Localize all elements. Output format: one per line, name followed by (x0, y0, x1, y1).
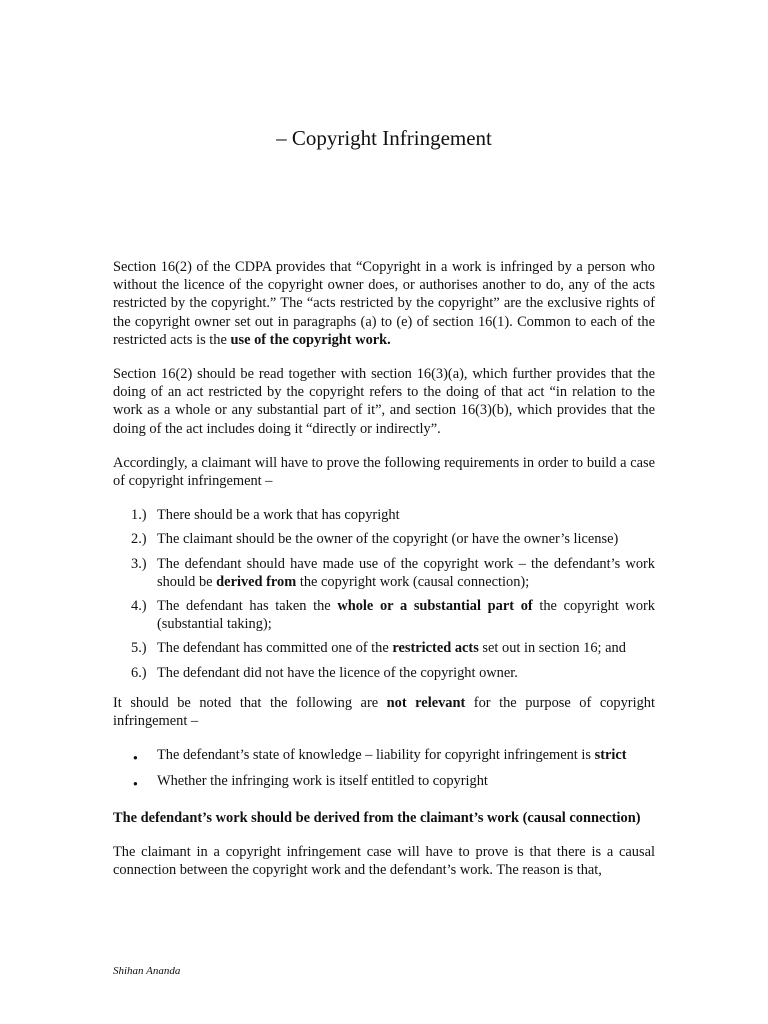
paragraph-text-end: for the purpose of copyright infringement – (113, 694, 655, 730)
paragraph-not-relevant-intro (113, 694, 655, 730)
list-bold-text: derived from (216, 573, 297, 590)
paragraph-bold-text: not relevant (386, 694, 466, 711)
list-bold-text: whole or a substantial part of (337, 598, 533, 615)
paragraph-bold-text: use of the copyright work. (230, 331, 391, 348)
requirements-list (113, 506, 655, 682)
list-text-end: set out in section 16; and (478, 640, 626, 657)
bullet-bold-text: strict (594, 747, 627, 764)
list-item (113, 664, 655, 682)
paragraph-text: Section 16(2) of the CDPA provides that “Copyright in a work is infringed by a person who without the licence of the copyright owner does, or authorises another to do, any of the acts restricted by the copyright.” The “acts restricted by the copyright” are the exclusive rights of the copyright owner set out in paragraphs (a) to (e) of section 16(1). Common to each of the restricted acts is the (113, 259, 655, 348)
list-text-end: the copyright work (causal connection); (296, 573, 530, 590)
paragraph-requirements-intro: Accordingly, a claimant will have to prove the following requirements in order to build a case of copyright infringement – (113, 454, 655, 490)
list-item (113, 639, 655, 657)
paragraph-text: It should be noted that the following are (113, 694, 387, 711)
list-item (113, 506, 655, 524)
list-number: 5.) (131, 640, 147, 657)
list-bold-text: restricted acts (392, 640, 479, 657)
list-number: 6.) (131, 664, 147, 681)
list-text: There should be a work that has copyright (157, 507, 400, 524)
list-text-end: the copyright work (substantial taking); (157, 598, 655, 633)
list-text: The defendant has taken the (157, 598, 338, 615)
section-heading: The defendant’s work should be derived from the claimant’s work (causal connection) (113, 809, 641, 826)
bullet-text: The defendant’s state of knowledge – liability for copyright infringement is (157, 747, 595, 764)
list-text: The defendant should have made use of the copyright work – the defendant’s work should be (157, 555, 655, 590)
footer-author: Shihan Ananda (113, 965, 181, 977)
paragraph-section-16-3: Section 16(2) should be read together with section 16(3)(a), which further provides that the doing of an act restricted by the copyright refers to the doing of that act “in relation to the work as a whole or any substantial part of it”, and section 16(3)(b), which provides that the doing of the act includes doing it “directly or indirectly”. (113, 366, 655, 437)
paragraph-section-16-2 (113, 258, 655, 349)
list-number: 1.) (131, 507, 147, 524)
page-title: – Copyright Infringement (276, 126, 492, 150)
list-number: 4.) (131, 598, 147, 615)
paragraph-causal-connection: The claimant in a copyright infringement case will have to prove is that there is a causal connection between the copyright work and the defendant’s work. The reason is that, (113, 843, 655, 879)
not-relevant-list (113, 746, 655, 790)
list-item (113, 530, 655, 548)
bullet-icon: ● (133, 753, 138, 763)
bullet-item (113, 746, 655, 764)
list-text: The claimant should be the owner of the copyright (or have the owner’s license) (157, 531, 619, 548)
list-item (113, 555, 655, 591)
bullet-text: Whether the infringing work is itself entitled to copyright (157, 773, 488, 790)
list-number: 2.) (131, 531, 147, 548)
list-number: 3.) (131, 555, 147, 572)
list-text: The defendant has committed one of the (157, 640, 393, 657)
document-body (113, 258, 655, 879)
list-text: The defendant did not have the licence of the copyright owner. (157, 664, 518, 681)
bullet-item (113, 772, 655, 790)
list-item (113, 597, 655, 633)
bullet-icon: ● (133, 779, 138, 789)
